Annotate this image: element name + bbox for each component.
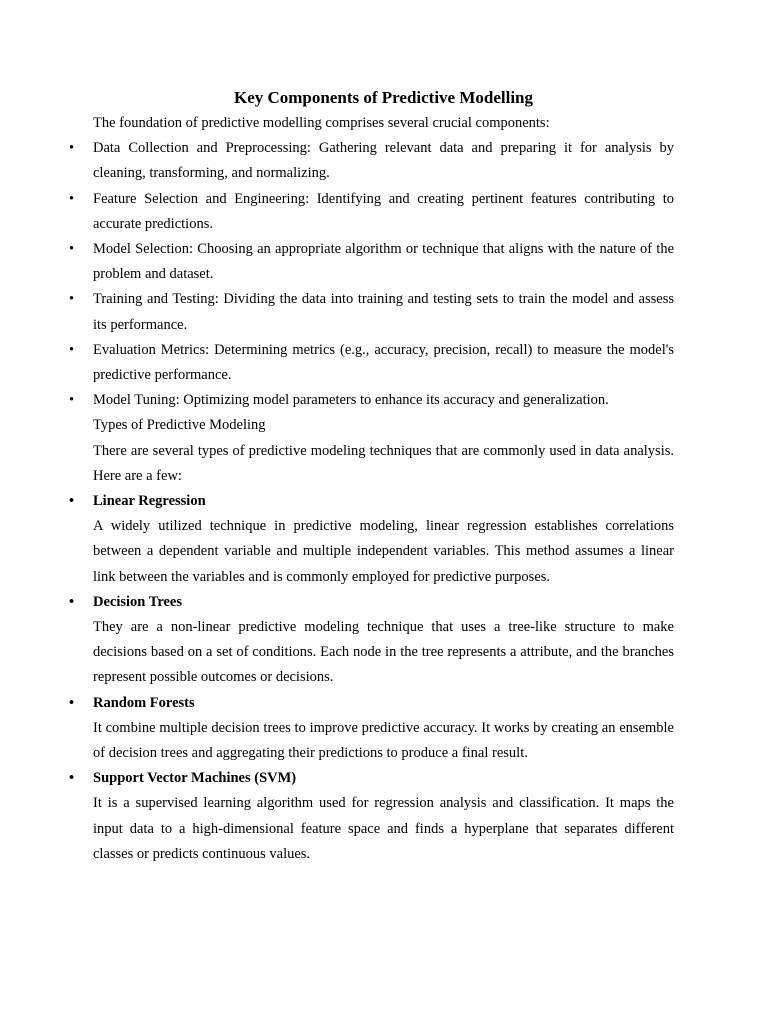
type-name: • Linear Regression bbox=[93, 489, 674, 514]
document-title: Key Components of Predictive Modelling bbox=[233, 88, 534, 107]
component-item: • Training and Testing: Dividing the data into training and testing sets to train the model and assess its performance. bbox=[93, 287, 674, 337]
component-item: • Model Selection: Choosing an appropriate algorithm or technique that aligns with the nature of the problem and dataset. bbox=[93, 237, 674, 287]
type-description: It combine multiple decision trees to improve predictive accuracy. It works by creating an ensemble of decision trees and aggregating their predictions to produce a final result. bbox=[93, 719, 674, 762]
intro-paragraph: The foundation of predictive modelling comprises several crucial components: bbox=[93, 115, 550, 131]
type-description: A widely utilized technique in predictive modeling, linear regression establishes correlations between a dependent variable and multiple independent variables. This method assumes a linear link between the variables and is commonly employed for predictive purposes. bbox=[93, 518, 674, 585]
type-description: They are a non-linear predictive modeling technique that uses a tree-like structure to make decisions based on a set of conditions. Each node in the tree represents a attribute, and the branches represent possible outcomes or decisions. bbox=[93, 619, 674, 686]
component-item: • Evaluation Metrics: Determining metrics (e.g., accuracy, precision, recall) to measure the model's predictive performance. bbox=[93, 338, 674, 388]
type-name: • Decision Trees bbox=[93, 590, 674, 615]
types-heading: Types of Predictive Modeling bbox=[93, 417, 266, 434]
types-intro-paragraph: There are several types of predictive modeling techniques that are commonly used in data analysis. Here are a few: bbox=[93, 442, 674, 484]
component-item: • Data Collection and Preprocessing: Gathering relevant data and preparing it for analysis by cleaning, transforming, and normalizing. bbox=[93, 136, 674, 186]
type-name: • Support Vector Machines (SVM) bbox=[93, 766, 674, 791]
type-name: • Random Forests bbox=[93, 691, 674, 716]
type-description: It is a supervised learning algorithm used for regression analysis and classification. It maps the input data to a high-dimensional feature space and finds a hyperplane that separates different classes or predicts continuous values. bbox=[93, 795, 674, 862]
component-item: • Model Tuning: Optimizing model parameters to enhance its accuracy and generalization. bbox=[93, 388, 674, 413]
component-item: • Feature Selection and Engineering: Identifying and creating pertinent features contributing to accurate predictions. bbox=[93, 187, 674, 237]
